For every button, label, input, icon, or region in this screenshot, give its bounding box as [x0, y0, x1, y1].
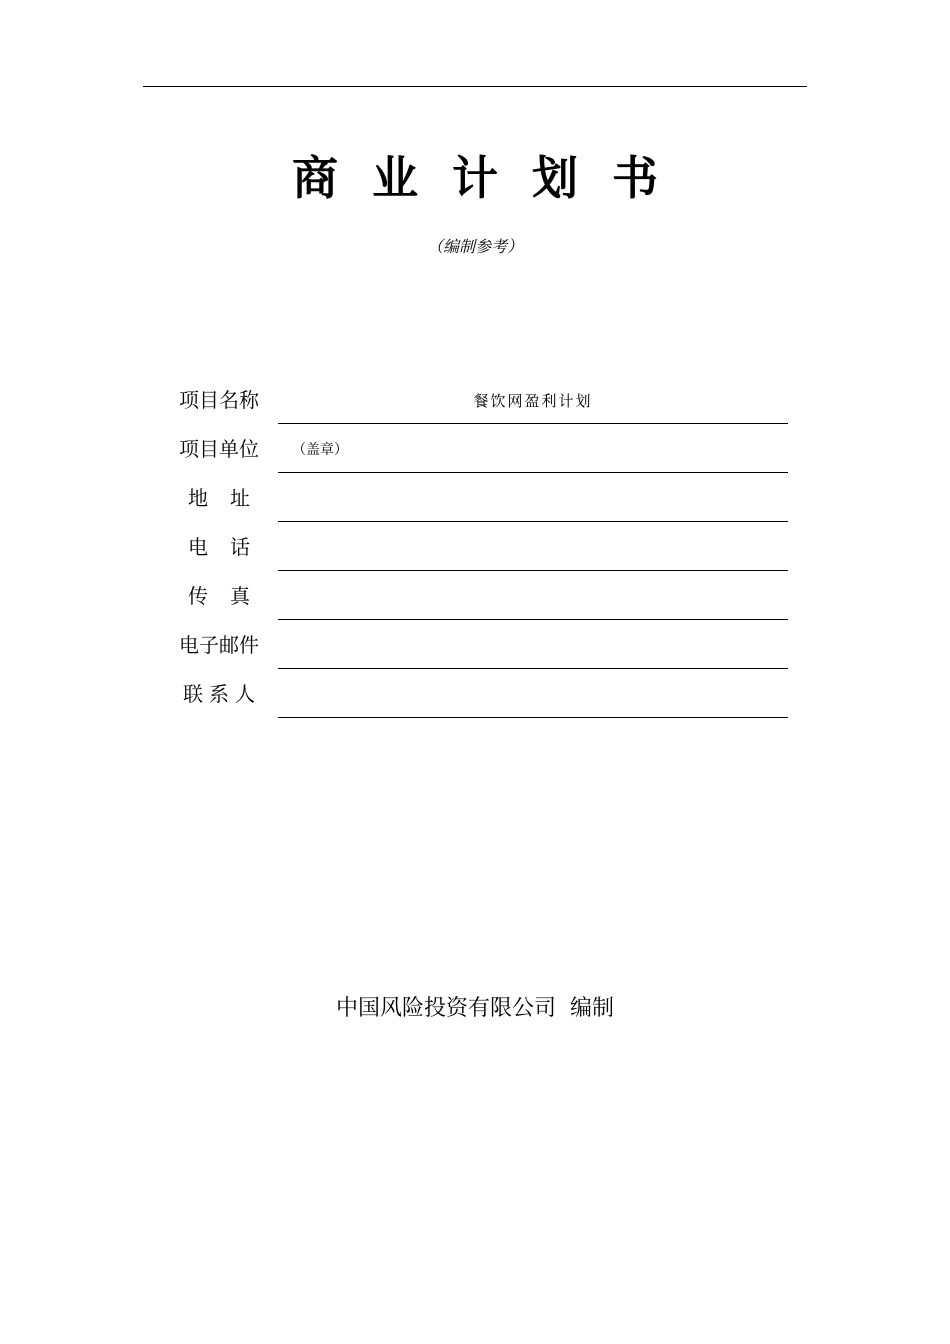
form-row-project-unit	[160, 425, 790, 474]
project-info-form	[160, 376, 790, 719]
document-subtitle: （编制参考）	[426, 237, 523, 256]
contact-label: 联系人	[183, 682, 261, 706]
form-row-project-name	[160, 376, 790, 425]
fax-label: 传真	[188, 584, 272, 608]
address-label: 地址	[188, 486, 272, 510]
project-name-label: 项目名称	[179, 388, 259, 412]
form-row-fax	[160, 572, 790, 621]
email-field[interactable]	[278, 621, 788, 669]
email-label: 电子邮件	[179, 633, 259, 657]
form-row-contact	[160, 670, 790, 719]
fax-field[interactable]	[278, 572, 788, 620]
document-title: 商业计划书	[292, 151, 692, 205]
contact-field[interactable]	[278, 670, 788, 718]
project-unit-field[interactable]	[278, 425, 788, 473]
header-rule	[143, 86, 807, 87]
project-name-value: 餐饮网盈利计划	[473, 392, 593, 410]
address-field[interactable]	[278, 474, 788, 522]
seal-note: （盖章）	[292, 442, 348, 458]
project-unit-label: 项目单位	[179, 437, 259, 461]
form-row-address	[160, 474, 790, 523]
phone-label: 电话	[188, 535, 272, 559]
form-row-phone	[160, 523, 790, 572]
compiler-footer: 中国风险投资有限公司 编制	[336, 996, 614, 1021]
phone-field[interactable]	[278, 523, 788, 571]
form-row-email	[160, 621, 790, 670]
project-name-field[interactable]	[278, 376, 788, 424]
